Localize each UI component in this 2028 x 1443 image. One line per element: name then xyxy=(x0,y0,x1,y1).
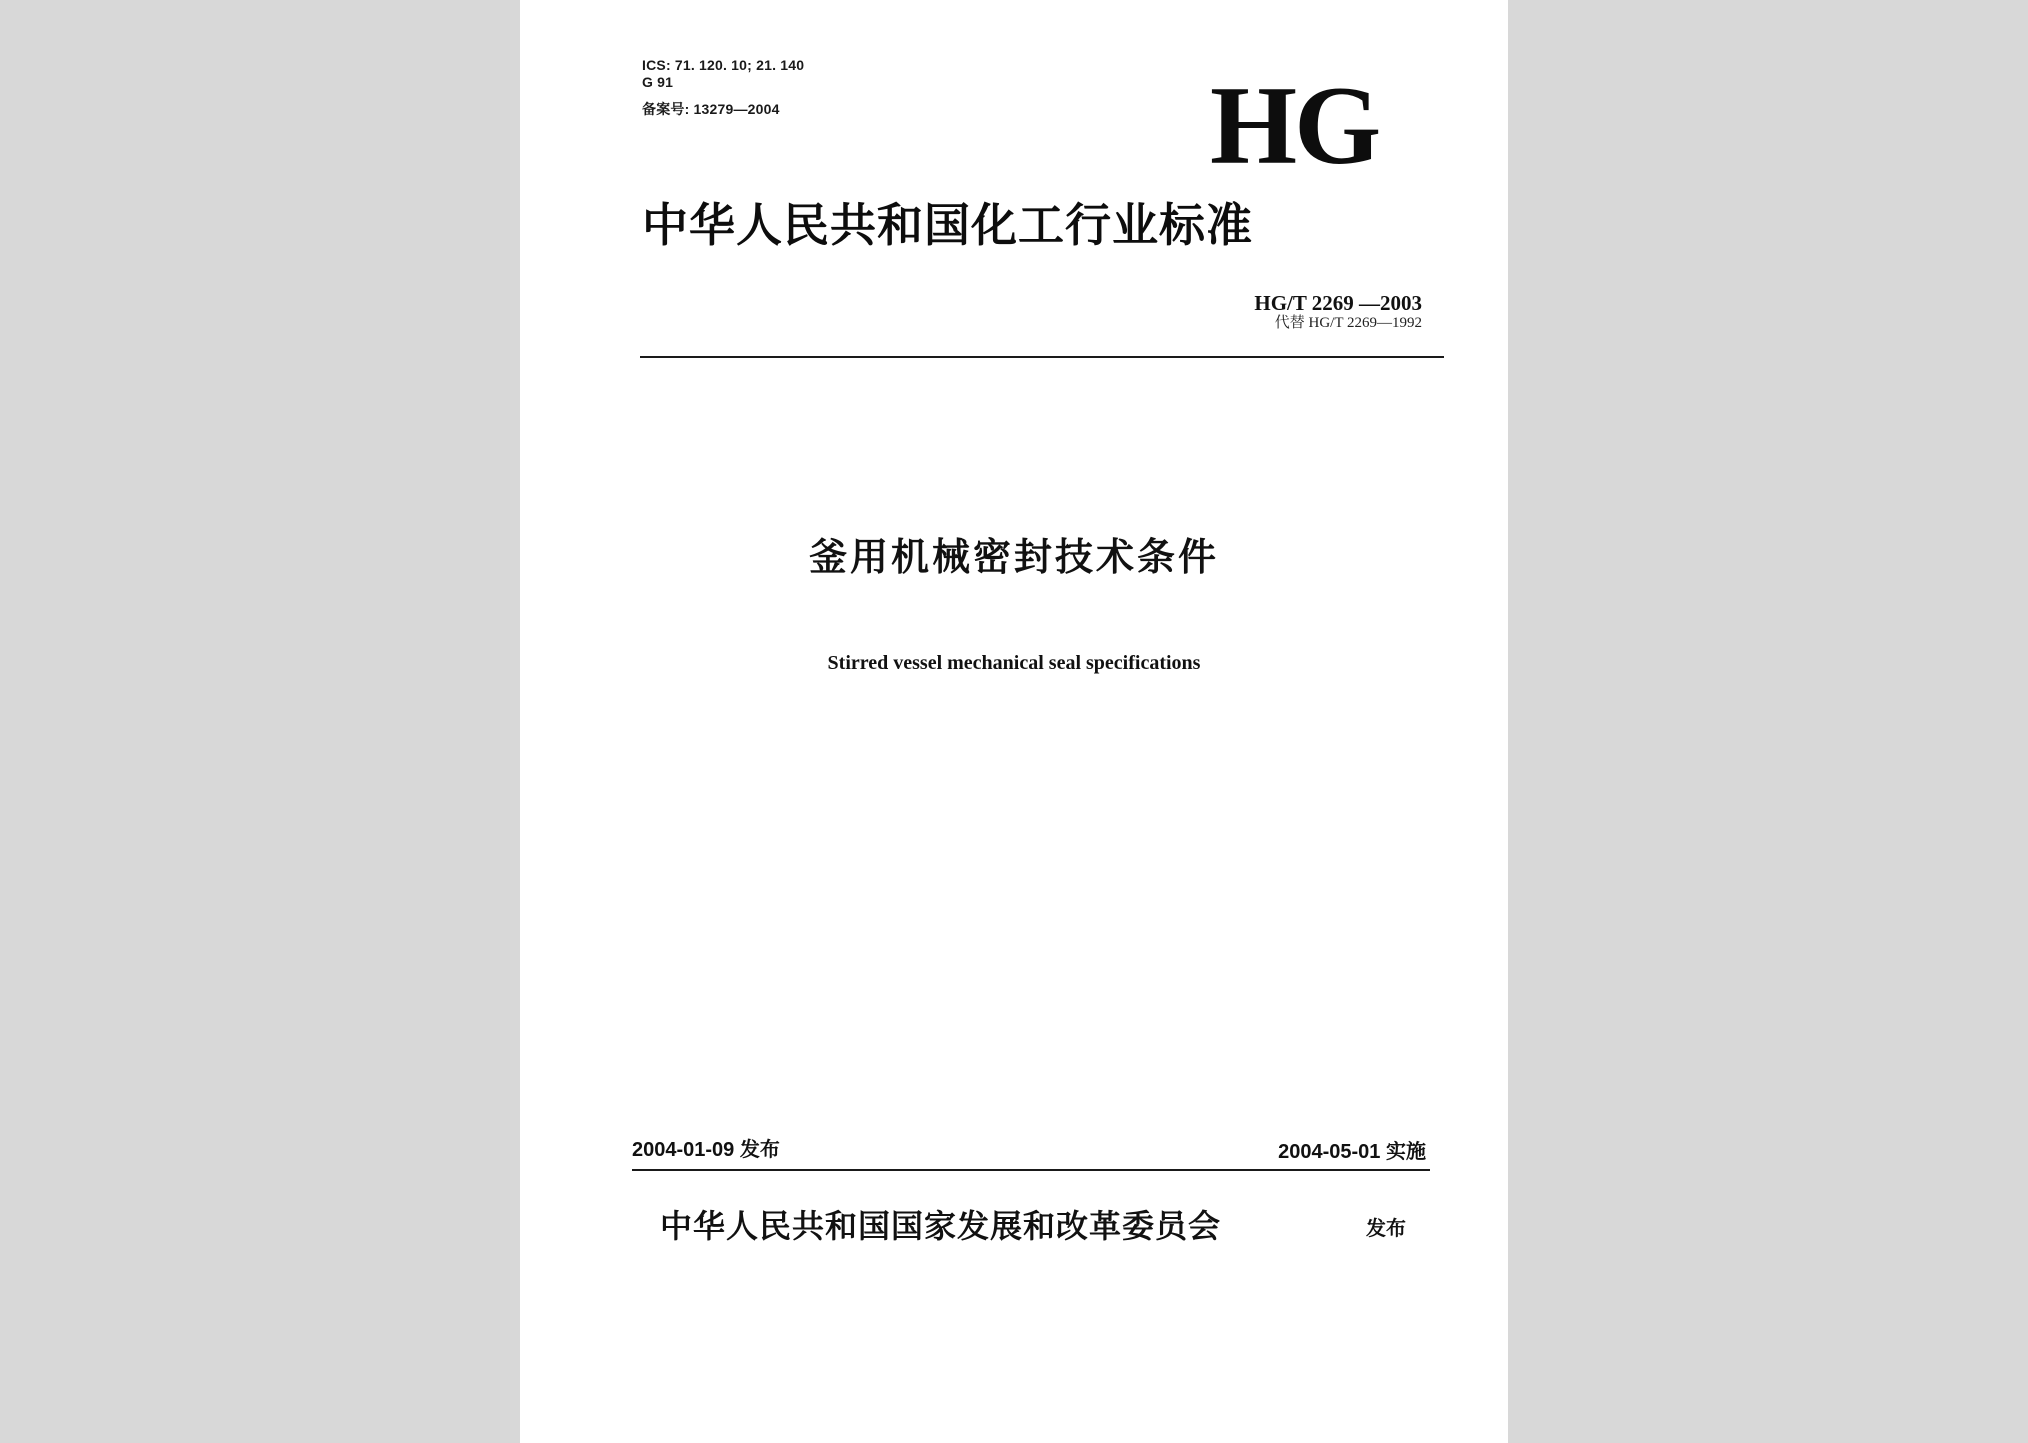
standard-number: HG/T 2269 —2003 xyxy=(1254,291,1422,315)
hg-logo: HG xyxy=(1210,64,1379,188)
record-number: 备案号: 13279—2004 xyxy=(642,101,780,117)
ics-code: ICS: 71. 120. 10; 21. 140 xyxy=(642,57,805,73)
document-title-english: Stirred vessel mechanical seal specifications xyxy=(827,652,1201,674)
standard-class-title: 中华人民共和国化工行业标准 xyxy=(642,198,1253,252)
document-page xyxy=(520,0,1508,1443)
document-title-chinese: 釜用机械密封技术条件 xyxy=(808,535,1219,579)
header-divider xyxy=(640,356,1444,358)
footer-divider xyxy=(632,1169,1430,1171)
publisher-suffix: 发布 xyxy=(1366,1216,1406,1240)
ccs-code: G 91 xyxy=(642,74,674,90)
publisher-name: 中华人民共和国国家发展和改革委员会 xyxy=(660,1207,1222,1245)
implementation-date: 2004-05-01 实施 xyxy=(1278,1141,1426,1163)
replaced-standard: 代替 HG/T 2269—1992 xyxy=(1274,315,1422,331)
issue-date: 2004-01-09 发布 xyxy=(632,1139,780,1161)
